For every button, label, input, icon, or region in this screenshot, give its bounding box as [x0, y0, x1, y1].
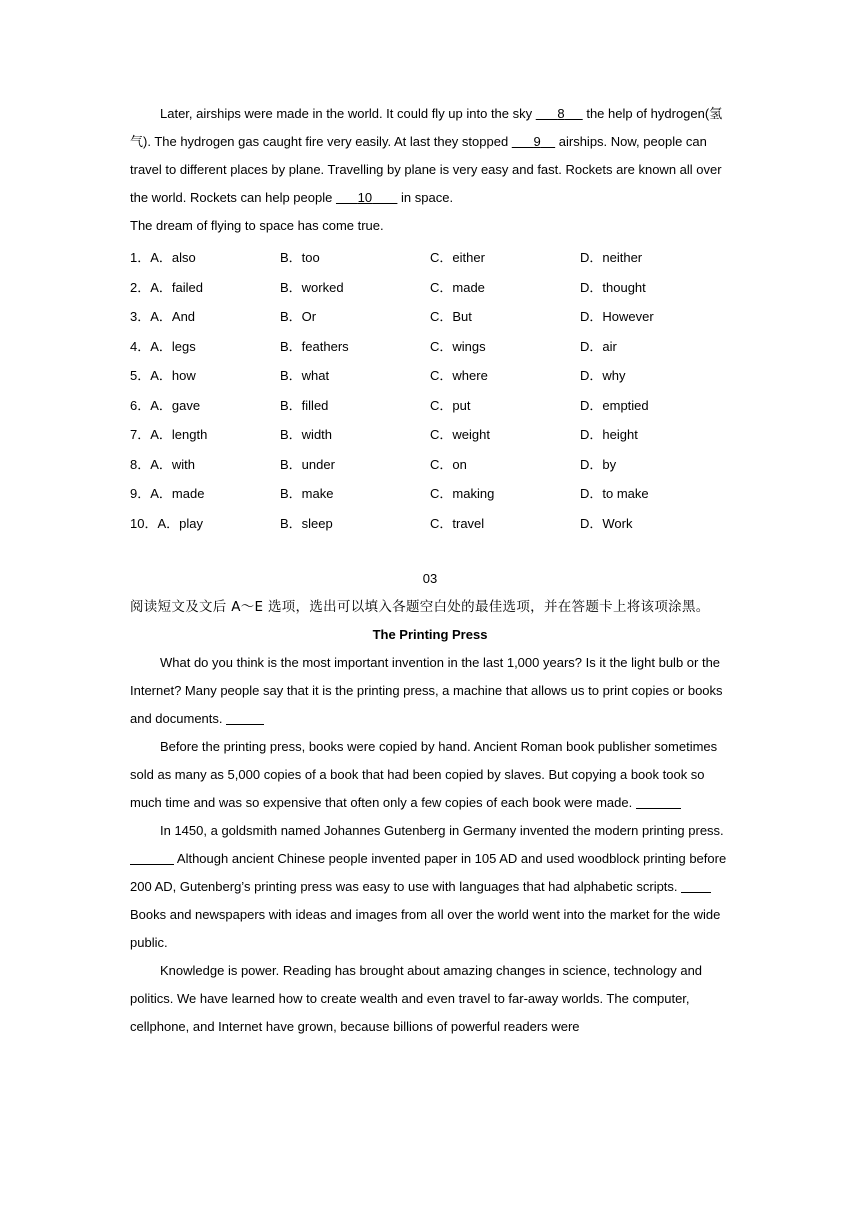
option-d: D．height: [580, 427, 638, 443]
text-run: Although ancient Chinese people invented paper in 105 AD and used woodblock printing before 200 AD, Gutenberg’s printing press was easy to use with languages that had alphabetic scripts.: [130, 851, 727, 894]
passage-paragraph: Knowledge is power. Reading has brought about amazing changes in science, technology and politics. We have learned how to create wealth and even travel to far-away worlds. The computer, cellphone, and Internet have grown, because billions of powerful readers were: [130, 963, 703, 1034]
text-run: In 1450, a goldsmith named Johannes Gutenberg in Germany invented the modern printing press.: [160, 823, 724, 838]
passage-paragraph: [130, 649, 730, 733]
option-row: [130, 478, 730, 508]
blank-8: [536, 106, 583, 121]
option-row: [130, 331, 730, 361]
option-d: D．air: [580, 338, 617, 354]
option-row: [130, 508, 730, 538]
answer-blank: [130, 850, 174, 865]
option-row: [130, 449, 730, 479]
text-run: Before the printing press, books were copied by hand. Ancient Roman book publisher sometimes sold as many as 5,000 copies of a book that had been copied by slaves. But copying a book took so much time and was so expensive that often only a few copies of each book were made.: [130, 739, 718, 810]
option-c: C．travel: [430, 515, 485, 531]
option-b: B．sleep: [280, 515, 333, 531]
option-b: B．width: [280, 427, 333, 443]
option-a: A．failed: [150, 279, 203, 295]
option-row: [130, 360, 730, 390]
option-d: D．However: [580, 309, 654, 325]
question-number: 4．: [130, 338, 151, 354]
text-run: airships. Now, people can travel to different places by plane. Travelling by plane is very easy and fast. Rockets are known all over the world. Rockets can help people: [130, 134, 722, 205]
option-d: D．Work: [580, 515, 633, 531]
passage-paragraph: [130, 817, 730, 957]
option-c: C．But: [430, 309, 472, 325]
option-b: B．too: [280, 250, 320, 266]
option-d: D．neither: [580, 250, 643, 266]
question-number: 8．: [130, 456, 151, 472]
question-number: 6．: [130, 397, 151, 413]
option-c: C．made: [430, 279, 485, 295]
option-c: C．either: [430, 250, 485, 266]
option-b: B．under: [280, 456, 335, 472]
document-page: [130, 100, 730, 1041]
option-a: A．length: [150, 427, 208, 443]
option-a: A．legs: [150, 338, 196, 354]
option-c: C．making: [430, 486, 495, 502]
section-number: 03: [422, 571, 438, 586]
passage-paragraph: The dream of flying to space has come true.: [130, 218, 384, 233]
blank-9: [512, 134, 555, 149]
option-b: B．filled: [280, 397, 329, 413]
passage-paragraph: [130, 100, 730, 212]
option-d: D．by: [580, 456, 617, 472]
text-run: in space.: [397, 190, 454, 205]
question-number: 5．: [130, 368, 151, 384]
option-a: A．also: [150, 250, 196, 266]
options-list: [130, 242, 730, 537]
option-c: C．weight: [430, 427, 490, 443]
option-a: A．gave: [150, 397, 201, 413]
option-b: B．make: [280, 486, 334, 502]
option-row: [130, 242, 730, 272]
option-c: C．put: [430, 397, 471, 413]
question-number: 1．: [130, 250, 151, 266]
option-row: [130, 301, 730, 331]
option-row: [130, 390, 730, 420]
option-c: C．on: [430, 456, 467, 472]
option-b: B．what: [280, 368, 330, 384]
option-d: D．emptied: [580, 397, 649, 413]
blank-number: 8: [557, 106, 565, 121]
text-run: What do you think is the most important invention in the last 1,000 years? Is it the light bulb or the Internet? Many people say that it is the printing press, a machine that allows us to print copies or books and documents.: [130, 655, 723, 726]
section-instruction: 阅读短文及文后 A～E 选项，选出可以填入各题空白处的最佳选项，并在答题卡上将该项涂黑。: [130, 599, 710, 615]
option-d: D．to make: [580, 486, 649, 502]
question-number: 2．: [130, 279, 151, 295]
question-number: 3．: [130, 309, 151, 325]
question-number: 7．: [130, 427, 151, 443]
option-a: A．play: [157, 515, 203, 531]
option-d: D．why: [580, 368, 626, 384]
option-b: B．feathers: [280, 338, 349, 354]
option-a: A．with: [150, 456, 196, 472]
option-b: B．Or: [280, 309, 317, 325]
option-b: B．worked: [280, 279, 344, 295]
option-a: A．how: [150, 368, 196, 384]
text-run: Books and newspapers with ideas and images from all over the world went into the market for the wide public.: [130, 907, 721, 950]
text-run: the help of hydrogen(氢气). The hydrogen gas caught fire very easily. At last they stopped: [130, 106, 723, 149]
answer-blank: [636, 794, 681, 809]
passage-paragraph: [130, 733, 730, 817]
option-row: [130, 272, 730, 302]
question-number: 9．: [130, 486, 151, 502]
option-row: [130, 419, 730, 449]
option-a: A．And: [150, 309, 196, 325]
blank-number: 9: [533, 134, 541, 149]
answer-blank: [226, 710, 264, 725]
option-d: D．thought: [580, 279, 646, 295]
answer-blank: [681, 878, 711, 893]
option-c: C．wings: [430, 338, 486, 354]
passage-title: The Printing Press: [372, 627, 488, 642]
option-a: A．made: [150, 486, 205, 502]
question-number: 10．: [130, 515, 158, 531]
text-run: Later, airships were made in the world. It could fly up into the sky: [160, 106, 536, 121]
option-c: C．where: [430, 368, 488, 384]
blank-10: [336, 190, 397, 205]
blank-number: 10: [357, 190, 373, 205]
